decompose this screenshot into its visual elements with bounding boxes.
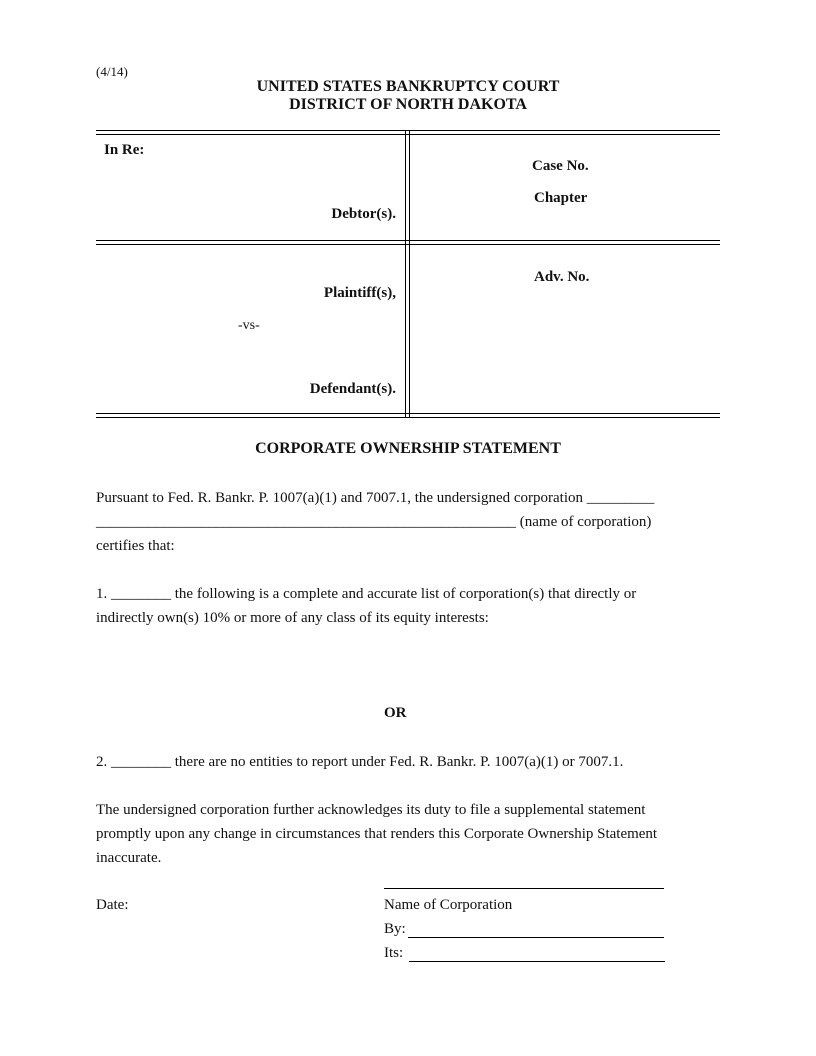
- caption-mid-rule-inner: [96, 244, 720, 245]
- caption-top-rule-inner: [96, 134, 720, 135]
- statement-title: CORPORATE OWNERSHIP STATEMENT: [255, 440, 561, 457]
- caption-bottom-rule: [96, 413, 720, 414]
- versus-label: -vs-: [238, 318, 260, 333]
- caption-divider-inner: [409, 131, 410, 418]
- acknowledgement-paragraph: [96, 798, 720, 870]
- adv-no-label: Adv. No.: [534, 269, 590, 285]
- item-2-paragraph: 2. ________ there are no entities to report under Fed. R. Bankr. P. 1007(a)(1) or 7007.1.: [96, 754, 624, 770]
- caption-top-rule: [96, 130, 720, 131]
- ack-line-2: promptly upon any change in circumstances that renders this Corporate Ownership Statement: [96, 826, 658, 842]
- plaintiff-label: Plaintiff(s),: [323, 285, 396, 301]
- court-name: UNITED STATES BANKRUPTCY COURT: [256, 78, 560, 95]
- debtor-label: Debtor(s).: [331, 206, 396, 222]
- its-title-line[interactable]: [409, 961, 665, 962]
- its-label: Its:: [384, 945, 404, 961]
- item-1-line-1: 1. ________ the following is a complete and accurate list of corporation(s) that directly or: [96, 586, 637, 602]
- intro-line-1: Pursuant to Fed. R. Bankr. P. 1007(a)(1) and 7007.1, the undersigned corporation _________: [96, 490, 655, 506]
- by-label: By:: [384, 921, 406, 937]
- by-signature-line[interactable]: [408, 937, 664, 938]
- or-separator: OR: [384, 705, 407, 721]
- corporation-signature-line[interactable]: [384, 888, 664, 889]
- caption-mid-rule: [96, 240, 720, 241]
- item-1-paragraph: [96, 582, 720, 630]
- date-label: Date:: [96, 897, 129, 913]
- court-district: DISTRICT OF NORTH DAKOTA: [289, 96, 527, 113]
- defendant-label: Defendant(s).: [309, 381, 396, 397]
- in-re-label: In Re:: [104, 142, 145, 158]
- intro-paragraph: [96, 486, 720, 558]
- intro-line-3: certifies that:: [96, 538, 175, 554]
- chapter-label: Chapter: [534, 190, 588, 206]
- ack-line-3: inaccurate.: [96, 850, 162, 866]
- intro-line-2: ________________________________________________________ (name of corporation): [96, 514, 652, 530]
- ack-line-1: The undersigned corporation further acknowledges its duty to file a supplemental statement: [96, 802, 646, 818]
- item-1-line-2: indirectly own(s) 10% or more of any class of its equity interests:: [96, 610, 489, 626]
- corporation-name-label: Name of Corporation: [384, 897, 513, 913]
- caption-divider: [405, 131, 406, 418]
- case-no-label: Case No.: [532, 158, 589, 174]
- caption-bottom-rule-inner: [96, 417, 720, 418]
- form-revision-code: (4/14): [96, 64, 128, 79]
